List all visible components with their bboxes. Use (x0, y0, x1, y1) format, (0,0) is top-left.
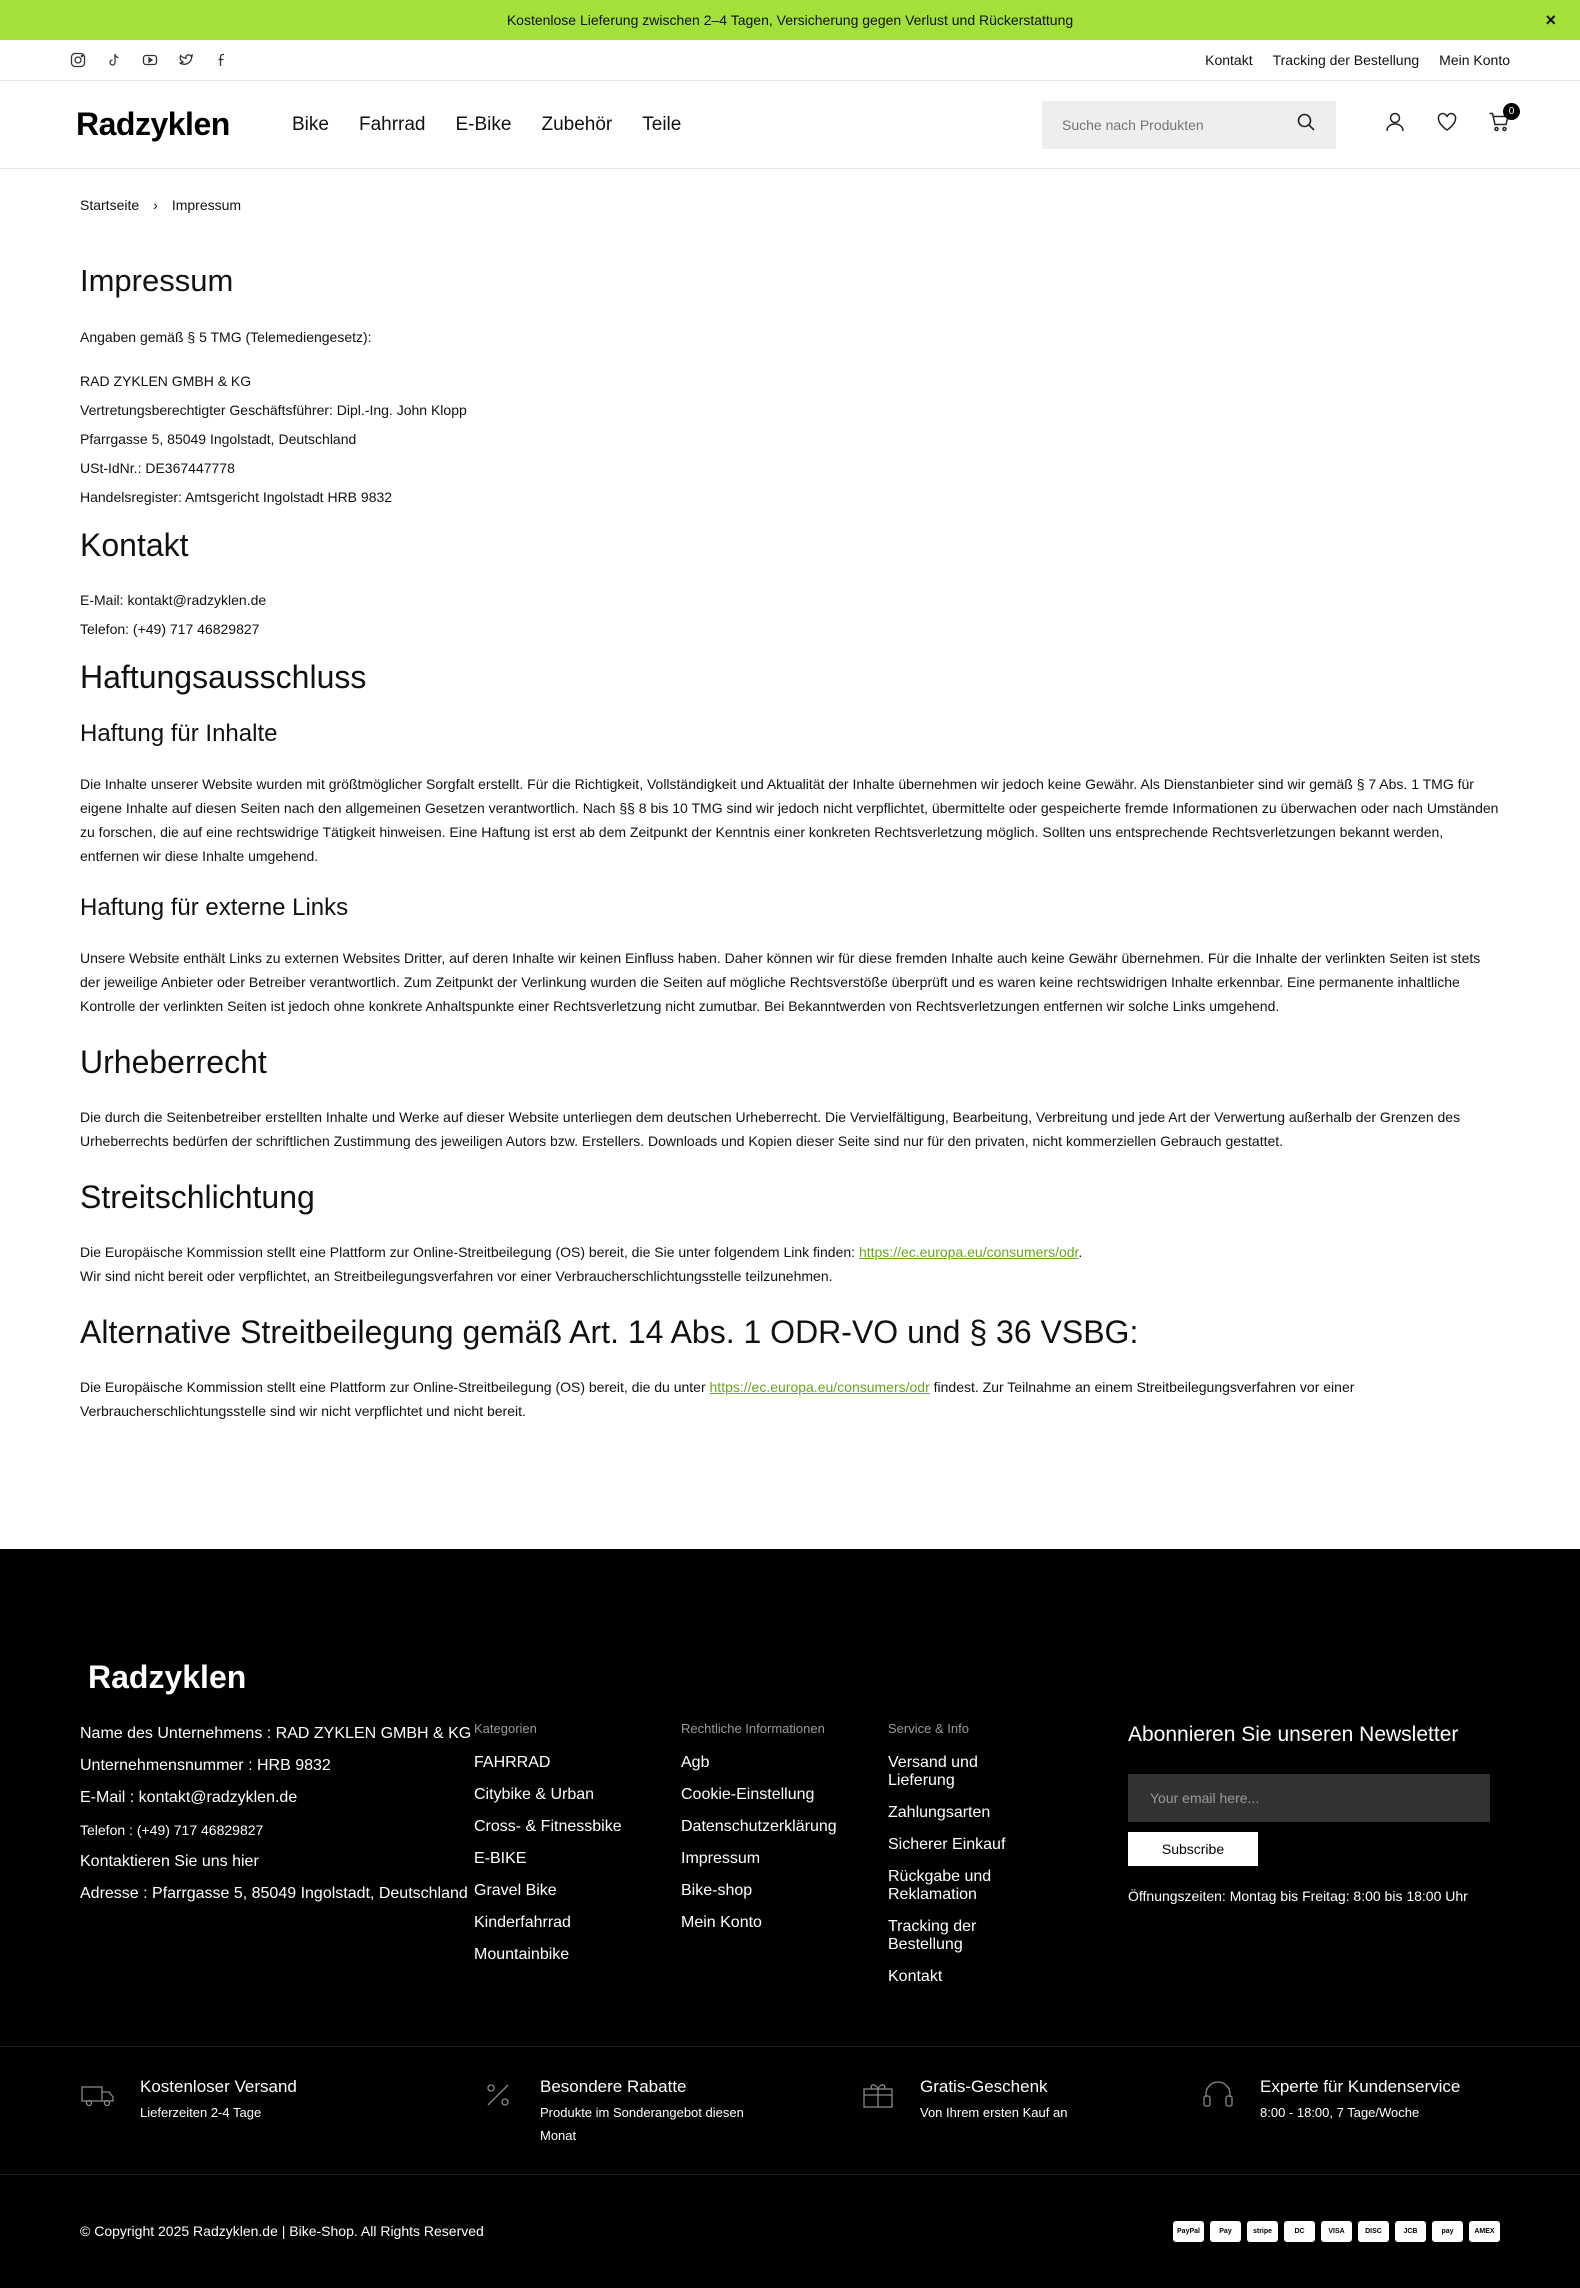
footer-newsletter (1128, 1659, 1490, 2046)
breadcrumb (0, 169, 1580, 221)
toplink-account[interactable]: Mein Konto (1439, 52, 1510, 68)
kontakt-heading: Kontakt (80, 527, 189, 563)
company-line: Handelsregister: Amtsgericht Ingolstadt HRB 9832 (80, 489, 393, 505)
newsletter-email-input[interactable]: Your email here... (1128, 1774, 1490, 1822)
headset-icon (1200, 2077, 1236, 2124)
footer-link[interactable]: Cookie-Einstellung (681, 1786, 815, 1803)
toplink-kontakt[interactable]: Kontakt (1205, 52, 1253, 68)
nav-teile[interactable]: Teile (642, 113, 682, 135)
company-line: USt-IdNr.: DE367447778 (80, 460, 235, 476)
alt-text (80, 1375, 1500, 1423)
footer-link[interactable]: Mountainbike (474, 1946, 570, 1963)
main-content (0, 221, 1580, 1549)
footer-features (0, 2047, 1580, 2175)
footer-link[interactable]: Datenschutzerklärung (681, 1818, 837, 1835)
footer-col-heading: Kategorien (474, 1721, 537, 1736)
amex-icon: AMEX (1469, 2221, 1500, 2242)
nav-fahrrad[interactable]: Fahrrad (358, 113, 426, 135)
footer-link[interactable]: Impressum (681, 1850, 761, 1867)
feature-discount (480, 2047, 860, 2147)
footer-logo[interactable]: Radzyklen (88, 1659, 247, 1695)
footer-link[interactable]: Citybike & Urban (474, 1786, 595, 1803)
impressum-lead: Angaben gemäß § 5 TMG (Telemediengesetz): (80, 329, 372, 345)
footer-company-phone: Telefon : (+49) 717 46829827 (80, 1822, 264, 1838)
feature-sub: Produkte im Sonderangebot diesen Monat (540, 2105, 744, 2143)
kontakt-email: E-Mail: kontakt@radzyklen.de (80, 592, 267, 608)
alt-text-pre: Die Europäische Kommission stellt eine Plattform zur Online-Streitbeilegung (OS) bereit, die du unter (80, 1379, 710, 1395)
footer-link[interactable]: FAHRRAD (474, 1754, 551, 1771)
company-line: Vertretungsberechtigter Geschäftsführer: Dipl.-Ing. John Klopp (80, 402, 467, 418)
apple-pay-icon: Pay (1210, 2221, 1241, 2242)
nav-zubehoer[interactable]: Zubehör (541, 113, 613, 135)
footer-categories (474, 1659, 681, 2046)
toplink-tracking[interactable]: Tracking der Bestellung (1272, 52, 1420, 68)
urheber-heading: Urheberrecht (80, 1044, 267, 1080)
chevron-right-icon: › (153, 197, 158, 213)
links-heading: Haftung für externe Links (80, 894, 349, 921)
truck-icon (80, 2077, 116, 2124)
company-line: Pfarrgasse 5, 85049 Ingolstadt, Deutschland (80, 431, 357, 447)
feature-title: Kostenloser Versand (140, 2077, 297, 2096)
footer-link[interactable]: Kontakt (888, 1968, 943, 1985)
nav-ebike[interactable]: E-Bike (455, 113, 512, 135)
footer-main (0, 1549, 1580, 2047)
streit-text-post: . (1078, 1244, 1083, 1260)
search-icon[interactable] (1296, 112, 1316, 137)
streit-text-2: Wir sind nicht bereit oder verpflichtet, an Streitbeilegungsverfahren vor einer Verbraucherschlichtungsstelle teilzunehmen. (80, 1268, 833, 1284)
tiktok-icon[interactable] (106, 52, 122, 68)
alt-text-post: findest. Zur Teilnahme an einem Streitbeilegungsverfahren vor einer Verbraucherschlichtungsstelle sind wir nicht verpflichtet und nicht bereit. (80, 1379, 1355, 1419)
streit-text-pre: Die Europäische Kommission stellt eine Plattform zur Online-Streitbeilegung (OS) bereit, die Sie unter folgendem Link finden: (80, 1244, 859, 1260)
footer-link[interactable]: Sicherer Einkauf (888, 1836, 1006, 1853)
top-utility-bar (0, 40, 1580, 81)
footer-link[interactable]: Zahlungsarten (888, 1804, 991, 1821)
paypal-icon: PayPal (1173, 2221, 1204, 2242)
announcement-text: Kostenlose Lieferung zwischen 2–4 Tagen, Versicherung gegen Verlust und Rückerstattung (506, 12, 1074, 28)
inhalte-heading: Haftung für Inhalte (80, 720, 278, 747)
urheber-text: Die durch die Seitenbetreiber erstellten Inhalte und Werke auf dieser Website unterliegen dem deutschen Urheberrecht. Die Vervielfältigung, Bearbeitung, Verbreitung und jede Art der Verwertung außerhalb der Grenzen des Urheberrechts bedürfen der schriftlichen Zustimmung des jeweiligen Autors bzw. Erstellers. Downloads und Kopien dieser Seite sind nur für den privaten, nicht kommerziellen Gebrauch gestattet. (80, 1109, 1461, 1149)
feature-title: Gratis-Geschenk (920, 2077, 1048, 2096)
kontakt-info (80, 588, 1500, 641)
search-box (1042, 101, 1336, 149)
footer-bottom (0, 2175, 1580, 2287)
company-info (80, 369, 1500, 509)
haftung-heading: Haftungsausschluss (80, 659, 367, 695)
discover-icon: DISC (1358, 2221, 1389, 2242)
percent-icon (480, 2077, 516, 2147)
cart-icon[interactable] (1488, 106, 1515, 138)
footer-legal (681, 1659, 888, 2046)
feature-shipping (80, 2047, 480, 2124)
kontakt-phone: Telefon: (+49) 717 46829827 (80, 621, 260, 637)
facebook-icon[interactable] (214, 52, 230, 68)
footer-link[interactable]: Cross- & Fitnessbike (474, 1818, 622, 1835)
announcement-bar (0, 0, 1580, 40)
page-title: Impressum (80, 263, 234, 298)
streit-text (80, 1240, 1500, 1264)
footer-link[interactable]: Versand und Lieferung (888, 1754, 978, 1789)
diners-icon: DC (1284, 2221, 1315, 2242)
footer-contact-link[interactable]: Kontaktieren Sie uns hier (80, 1853, 259, 1870)
wishlist-icon[interactable] (1436, 111, 1458, 138)
odr-link-2[interactable]: https://ec.europa.eu/consumers/odr (709, 1379, 930, 1395)
top-links (1205, 52, 1510, 68)
search-input[interactable] (1062, 117, 1282, 133)
footer-link[interactable]: Rückgabe und Reklamation (888, 1868, 992, 1903)
links-text: Unsere Website enthält Links zu externen Websites Dritter, auf deren Inhalte wir keinen Einfluss haben. Daher können wir für diese fremden Inhalte auch keine Gewähr übernehmen. Für die Inhalte der verlinkten Seiten ist stets der jeweilige Anbieter oder Betreiber verantwortlich. Zum Zeitpunkt der Verlinkung wurden die Seiten auf mögliche Rechtsverstöße überprüft und es waren keine rechtswidrigen Inhalte erkennbar. Eine permanente inhaltliche Kontrolle der verlinkten Seiten ist jedoch ohne konkrete Anhaltspunkte einer Rechtsverletzung nicht zumutbar. Bei Bekanntwerden von Rechtsverletzungen entfernen wir solche Links umgehend. (80, 950, 1481, 1014)
opening-hours: Öffnungszeiten: Montag bis Freitag: 8:00 bis 18:00 Uhr (1128, 1888, 1468, 1904)
gift-icon (860, 2077, 896, 2124)
footer-link[interactable]: Gravel Bike (474, 1882, 557, 1899)
site-header (0, 81, 1580, 169)
account-icon[interactable] (1384, 111, 1406, 138)
subscribe-button[interactable]: Subscribe (1128, 1832, 1258, 1866)
logo-text: Radzyklen (76, 106, 230, 142)
footer-link[interactable]: Mein Konto (681, 1914, 762, 1931)
feature-title: Besondere Rabatte (540, 2077, 687, 2096)
breadcrumb-home[interactable]: Startseite (80, 197, 140, 213)
footer-company (80, 1659, 474, 2046)
amazon-pay-icon: pay (1432, 2221, 1463, 2242)
feature-sub: Lieferzeiten 2-4 Tage (140, 2105, 262, 2120)
copyright: © Copyright 2025 Radzyklen.de | Bike-Shop. All Rights Reserved (80, 2223, 484, 2239)
breadcrumb-current: Impressum (171, 197, 242, 213)
footer-link[interactable]: Kinderfahrrad (474, 1914, 571, 1931)
feature-sub: 8:00 - 18:00, 7 Tage/Woche (1260, 2105, 1420, 2120)
twitter-icon[interactable] (178, 52, 194, 68)
feature-gift (860, 2047, 1200, 2124)
company-line: RAD ZYKLEN GMBH & KG (80, 373, 252, 389)
instagram-icon[interactable] (70, 52, 86, 68)
footer-link[interactable]: E-BIKE (474, 1850, 527, 1867)
odr-link[interactable]: https://ec.europa.eu/consumers/odr (858, 1244, 1079, 1260)
footer-company-name: Name des Unternehmens : RAD ZYKLEN GMBH & KG (80, 1725, 472, 1742)
nav-bike[interactable]: Bike (292, 113, 329, 135)
footer-col-heading: Service & Info (888, 1721, 969, 1736)
main-nav (292, 114, 681, 136)
feature-title: Experte für Kundenservice (1260, 2077, 1461, 2096)
footer-company-address: Adresse : Pfarrgasse 5, 85049 Ingolstadt, Deutschland (80, 1885, 468, 1902)
payment-methods (1173, 2221, 1500, 2242)
footer-col-heading: Rechtliche Informationen (681, 1721, 825, 1736)
header-icons (1384, 106, 1515, 138)
visa-icon: VISA (1321, 2221, 1352, 2242)
cart-count-badge: 0 (1503, 103, 1520, 120)
footer-service (888, 1659, 1095, 2046)
feature-sub: Von Ihrem ersten Kauf an (920, 2105, 1068, 2120)
footer-link[interactable]: Agb (681, 1754, 710, 1771)
close-icon[interactable]: × (1545, 10, 1556, 30)
feature-support (1200, 2047, 1460, 2124)
footer-company-number: Unternehmensnummer : HRB 9832 (80, 1757, 331, 1774)
newsletter-title: Abonnieren Sie unseren Newsletter (1128, 1723, 1459, 1746)
youtube-icon[interactable] (142, 52, 158, 68)
streit-heading: Streitschlichtung (80, 1179, 315, 1215)
footer-company-email: E-Mail : kontakt@radzyklen.de (80, 1789, 298, 1806)
jcb-icon: JCB (1395, 2221, 1426, 2242)
footer-link[interactable]: Tracking der Bestellung (888, 1918, 977, 1953)
site-footer (0, 1549, 1580, 2288)
social-links (70, 52, 230, 68)
inhalte-text: Die Inhalte unserer Website wurden mit größtmöglicher Sorgfalt erstellt. Für die Richtigkeit, Vollständigkeit und Aktualität der Inhalte übernehmen wir jedoch keine Gewähr. Als Dienstanbieter sind wir gemäß § 7 Abs. 1 TMG für eigene Inhalte auf diesen Seiten nach den allgemeinen Gesetzen verantwortlich. Nach §§ 8 bis 10 TMG sind wir jedoch nicht verpflichtet, übermittelte oder gespeicherte fremde Informationen zu überwachen oder nach Umständen zu forschen, die auf eine rechtswidrige Tätigkeit hinweisen. Eine Haftung ist erst ab dem Zeitpunkt der Kenntnis einer konkreten Rechtsverletzung möglich. Sollten uns entsprechende Rechtsverletzungen bekannt werden, entfernen wir diese Inhalte umgehend. (80, 776, 1499, 864)
alt-heading: Alternative Streitbeilegung gemäß Art. 14 Abs. 1 ODR-VO und § 36 VSBG: (80, 1314, 1139, 1350)
site-logo[interactable] (76, 106, 292, 143)
stripe-icon: stripe (1247, 2221, 1278, 2242)
footer-link[interactable]: Bike-shop (681, 1882, 753, 1899)
